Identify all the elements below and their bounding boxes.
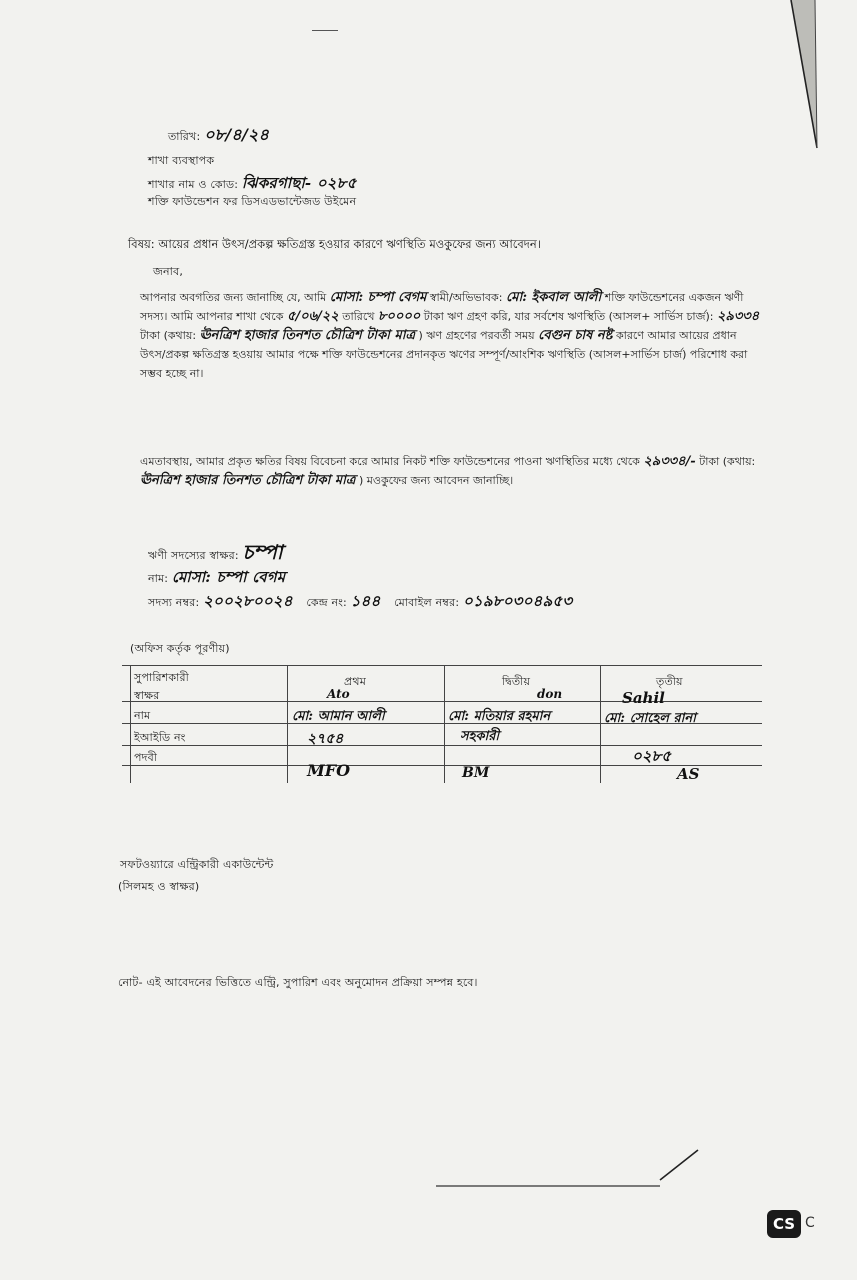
subject-line: বিষয়: আয়ের প্রধান উৎস/প্রকল্প ক্ষতিগ্রস্ত হওয়ার কারণে ঋণস্থিতি মওকুফের জন্য আবেদন। xyxy=(128,237,541,251)
recommendation-table xyxy=(122,665,762,785)
signature-label: ঋণী সদস্যের স্বাক্ষর: xyxy=(148,549,239,562)
salutation: জনাব, xyxy=(153,265,184,278)
camscanner-logo xyxy=(767,1210,813,1238)
cs-logo-box: CS xyxy=(767,1210,801,1238)
body-text: ) ঋণ গ্রহণের পরবর্তী সময় xyxy=(418,329,535,342)
waive-amount-handwritten: ২৯৩৩৪/- xyxy=(643,454,696,469)
foundation-name: শক্তি ফাউন্ডেশন ফর ডিসএডভান্টেজড উইমেন xyxy=(148,195,357,208)
accountant-label: সফটওয়্যারে এন্ট্রিকারী একাউন্টেন্ট xyxy=(120,858,274,871)
branch-manager: শাখা ব্যবস্থাপক xyxy=(148,154,215,167)
cs-logo-suffix: C xyxy=(805,1215,815,1231)
mobile-label: মোবাইল নম্বর: xyxy=(394,596,460,609)
col2-name: মো: মতিয়ার রহমান xyxy=(448,709,551,724)
col2-signature: don xyxy=(537,687,563,701)
col1-signature: Ato xyxy=(327,687,350,701)
col3-name: মো: সোহেল রানা xyxy=(604,711,696,726)
borrower-signature: চম্পা xyxy=(242,540,283,564)
loan-date-handwritten: ৫/০৬/২২ xyxy=(286,309,339,324)
row-label-signature: স্বাক্ষর xyxy=(134,689,160,702)
body-text: স্বামী/অভিভাবক: xyxy=(429,291,503,304)
branch-value: ঝিকরগাছা- ০২৮৫ xyxy=(241,174,357,192)
waive-words-handwritten: ঊনত্রিশ হাজার তিনশত চৌত্রিশ টাকা মাত্র xyxy=(140,473,356,488)
row-label-recommender: সুপারিশকারী xyxy=(134,671,189,684)
bottom-signature-line xyxy=(430,1140,710,1190)
body-text: শক্তি ফাউন্ডেশনের একজন ঋণী সদস্য। আমি আপনার শাখা থেকে xyxy=(140,291,744,323)
row-label-name: নাম xyxy=(134,709,151,722)
body-text: তারিখে xyxy=(342,310,375,323)
reason-handwritten: বেগুন চাষ নষ্ট xyxy=(538,328,613,343)
borrower-name-line xyxy=(148,566,285,591)
body-paragraph-1 xyxy=(140,288,760,383)
col-header-second: দ্বিতীয় xyxy=(502,675,531,688)
loan-amount-handwritten: ৮০০০০ xyxy=(377,309,421,324)
center-label: কেন্দ্র নং: xyxy=(306,596,347,609)
body-paragraph-2 xyxy=(140,452,760,490)
seal-signature-label: (সিলমহ ও স্বাক্ষর) xyxy=(118,880,200,893)
col2-id: সহকারী xyxy=(460,729,500,744)
body-text: টাকা (কথায়: xyxy=(699,455,756,468)
body-text: টাকা (কথায়: xyxy=(140,329,197,342)
top-tick-mark xyxy=(312,30,338,31)
center-value: ১৪৪ xyxy=(350,592,381,610)
col1-post: MFO xyxy=(307,761,351,780)
body-text: কারণে আমার আয়ের প্রধান উৎস/প্রকল্প ক্ষতিগ্রস্ত হওয়ায় আমার পক্ষে শক্তি ফাউন্ডেশনের প্রদানকৃত ঋণের সম্পূর্ণ/আংশিক ঋণস্থিতি (আসল+সার্ভিস চার্জ) পরিশোধ করা সম্ভব হচ্ছে না। xyxy=(140,329,748,380)
guardian-name-handwritten: মো: ইকবাল আলী xyxy=(505,290,602,305)
col3-post: AS xyxy=(677,765,700,783)
mobile-value: ০১৯৮০৩০৪৯৫৩ xyxy=(462,592,573,610)
outstanding-handwritten: ২৯৩৩৪ xyxy=(716,309,760,324)
col2-post: BM xyxy=(462,765,490,781)
col1-id: ২৭৫৪ xyxy=(307,731,344,747)
row-label-eid: ইআইডি নং xyxy=(134,731,186,744)
col1-name: মো: আমান আলী xyxy=(292,709,385,724)
row-label-post: পদবী xyxy=(134,751,158,764)
date-label: তারিখ: xyxy=(168,130,201,143)
outstanding-words-handwritten: ঊনত্রিশ হাজার তিনশত চৌত্রিশ টাকা মাত্র xyxy=(199,328,416,343)
member-no-label: সদস্য নম্বর: xyxy=(148,596,200,609)
borrower-name-value: মোসা: চম্পা বেগম xyxy=(171,568,286,586)
col3-id: ০২৮৫ xyxy=(632,747,671,765)
branch-label: শাখার নাম ও কোড: xyxy=(148,178,239,191)
date-value: ০৮/৪/২৪ xyxy=(204,125,270,144)
name-label: নাম: xyxy=(148,572,169,585)
member-no-value: ২০০২৮০০২৪ xyxy=(203,592,293,610)
borrower-name-handwritten: মোসা: চম্পা বেগম xyxy=(329,290,427,305)
footer-note: নোট- এই আবেদনের ভিত্তিতে এন্ট্রি, সুপারিশ এবং অনুমোদন প্রক্রিয়া সম্পন্ন হবে। xyxy=(118,976,478,989)
date-line xyxy=(168,122,269,149)
col-header-first: প্রথম xyxy=(344,675,367,688)
body-text: টাকা ঋণ গ্রহণ করি, যার সর্বশেষ ঋণস্থিতি (আসল+ সার্ভিস চার্জ): xyxy=(423,310,714,323)
body-text: এমতাবস্থায়, আমার প্রকৃত ক্ষতির বিষয় বিবেচনা করে আমার নিকট শক্তি ফাউন্ডেশনের পাওনা ঋণস্থিতির মধ্যে থেকে xyxy=(140,455,640,468)
body-text: ) মওকুফের জন্য আবেদন জানাচ্ছি। xyxy=(358,474,514,487)
page-fold-mark xyxy=(789,0,819,150)
body-text: আপনার অবগতির জন্য জানাচ্ছি যে, আমি xyxy=(140,291,327,304)
col-header-third: তৃতীয় xyxy=(656,675,683,688)
borrower-id-line xyxy=(148,590,572,615)
col3-signature: Sahil xyxy=(622,689,665,707)
office-use-note: (অফিস কর্তৃক পূরণীয়) xyxy=(130,642,230,655)
